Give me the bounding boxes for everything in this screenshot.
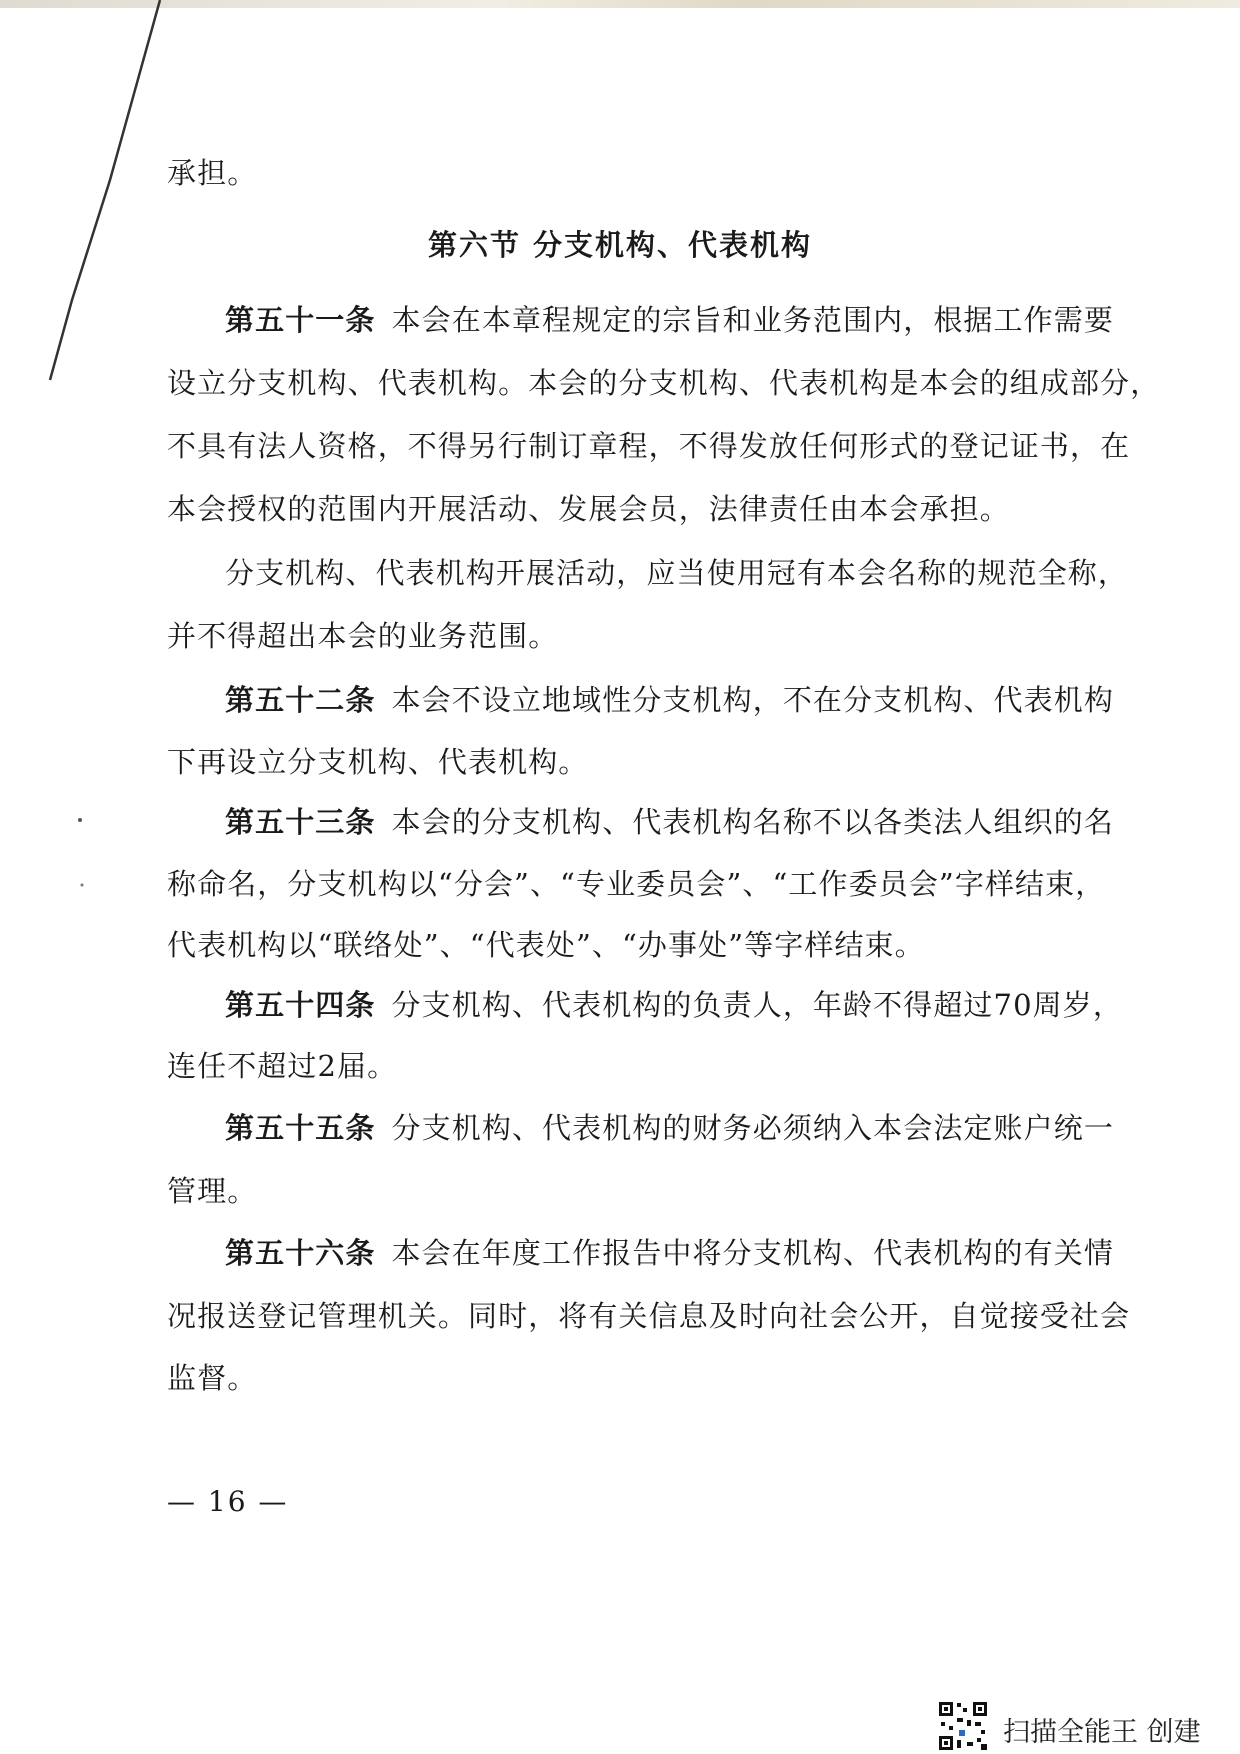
qr-code-icon bbox=[937, 1700, 989, 1752]
lead-line: 承担。 bbox=[167, 156, 258, 190]
article-54-line-2: 连任不超过2届。 bbox=[167, 1049, 398, 1083]
article-56-line-1: 第五十六条 本会在年度工作报告中将分支机构、代表机构的有关情 bbox=[225, 1236, 1114, 1270]
article-53-line-2: 称命名，分支机构以“分会”、“专业委员会”、“工作委员会”字样结束， bbox=[167, 867, 1106, 901]
article-51-line-3: 不具有法人资格，不得另行制订章程，不得发放任何形式的登记证书，在 bbox=[167, 429, 1131, 463]
article-label: 第五十三条 bbox=[225, 805, 376, 839]
article-55-line-2: 管理。 bbox=[167, 1174, 258, 1208]
article-54-line-1: 第五十四条 分支机构、代表机构的负责人，年龄不得超过70周岁， bbox=[225, 988, 1123, 1022]
watermark-text: 扫描全能王 创建 bbox=[1003, 1717, 1201, 1748]
article-51-line-2: 设立分支机构、代表机构。本会的分支机构、代表机构是本会的组成部分， bbox=[167, 366, 1161, 400]
article-label: 第五十六条 bbox=[225, 1236, 376, 1270]
paragraph-line-2: 并不得超出本会的业务范围。 bbox=[167, 619, 559, 653]
article-label: 第五十一条 bbox=[225, 303, 376, 337]
article-53-line-1: 第五十三条 本会的分支机构、代表机构名称不以各类法人组织的名 bbox=[225, 805, 1114, 839]
paragraph-line-1: 分支机构、代表机构开展活动，应当使用冠有本会名称的规范全称， bbox=[225, 556, 1129, 590]
article-56-line-3: 监督。 bbox=[167, 1361, 258, 1395]
article-52-line-2: 下再设立分支机构、代表机构。 bbox=[167, 745, 589, 779]
article-51-line-1: 第五十一条 本会在本章程规定的宗旨和业务范围内，根据工作需要 bbox=[225, 303, 1114, 337]
article-label: 第五十五条 bbox=[225, 1111, 376, 1145]
scan-edge bbox=[0, 0, 1240, 8]
scanner-watermark bbox=[937, 1700, 1227, 1752]
article-label: 第五十四条 bbox=[225, 988, 376, 1022]
section-heading: 第六节 分支机构、代表机构 bbox=[427, 228, 813, 262]
page-number: — 16 — bbox=[167, 1485, 289, 1518]
article-52-line-1: 第五十二条 本会不设立地域性分支机构，不在分支机构、代表机构 bbox=[225, 683, 1114, 717]
article-53-line-3: 代表机构以“联络处”、“代表处”、“办事处”等字样结束。 bbox=[167, 928, 925, 962]
article-label: 第五十二条 bbox=[225, 683, 376, 717]
article-51-line-4: 本会授权的范围内开展活动、发展会员，法律责任由本会承担。 bbox=[167, 492, 1010, 526]
article-55-line-1: 第五十五条 分支机构、代表机构的财务必须纳入本会法定账户统一 bbox=[225, 1111, 1114, 1145]
article-56-line-2: 况报送登记管理机关。同时，将有关信息及时向社会公开，自觉接受社会 bbox=[167, 1299, 1131, 1333]
